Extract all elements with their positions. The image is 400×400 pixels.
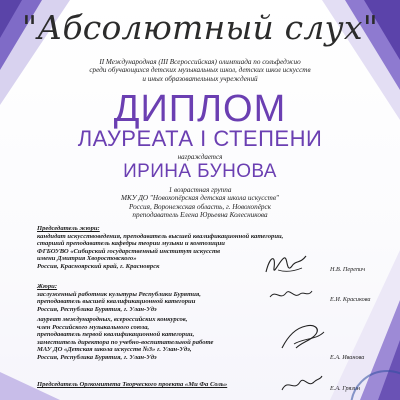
- awardee-info: [90, 186, 310, 220]
- member-2-signature: [276, 318, 328, 354]
- chair-signature-name: Н.В. Перепич: [330, 266, 366, 273]
- jury-member-2-line: лауреат международных, всероссийских конкурсов,: [37, 316, 188, 323]
- laureate-degree: ЛАУРЕАТА I СТЕПЕНИ: [77, 126, 323, 151]
- jury-member-2-line: член Российского музыкального союза,: [37, 323, 150, 331]
- subtitle-line: и иных образовательных учреждений: [142, 74, 258, 83]
- info-line: МКУ ДО "Новохопёрская детская школа искусств": [121, 194, 279, 203]
- jury-member-2-line: заместитель директора по учебно-воспитательной работе: [37, 338, 214, 346]
- info-line: преподаватель Елена Юрьевна Колесникова: [132, 211, 268, 220]
- jury-chair-line: ФГБОУВО «Сибирский государственный институт искусств: [37, 247, 221, 255]
- info-line: 1 возрастная группа: [168, 186, 232, 194]
- olympiad-subtitle: [80, 58, 320, 83]
- subtitle-line: среди обучающихся детских музыкальных школ, детских школ искусств: [89, 66, 311, 75]
- awardee-name: ИРИНА БУНОВА: [123, 161, 277, 182]
- jury-member-1-line: заслуженный работник культуры Республики Бурятия,: [37, 290, 201, 298]
- chair-signature: [262, 250, 310, 280]
- member-1-signature-name: Е.И. Красикова: [330, 296, 371, 303]
- awarded-text: награждается: [177, 153, 223, 161]
- diploma-heading: ДИПЛОМ: [113, 88, 287, 130]
- organizer-signature: [278, 372, 324, 396]
- jury-chair-line: Россия, Красноярский край, г. Красноярск: [37, 262, 160, 270]
- certificate-title: "Абсолютный слух": [21, 8, 379, 47]
- organizer-heading: Председатель Оргкомитета Творческого проекта «Ми Фа Соль»: [37, 381, 228, 388]
- subtitle-line: II Международная (III Всероссийская) олимпиада по сольфеджио: [99, 58, 301, 66]
- jury-chair-line: старший преподаватель кафедры теории музыки и композиции: [37, 240, 225, 248]
- jury-chair-line: имени Дмитрия Хворостовского»: [37, 255, 137, 263]
- organizer-signature-name: Е.А. Грязин: [330, 385, 361, 392]
- organizer-footer: [37, 381, 227, 388]
- jury-member-1-line: преподаватель высшей квалификационной категории: [37, 298, 196, 306]
- member-2-signature-name: Е.А. Иванова: [330, 354, 365, 361]
- jury-member-1-line: Россия, Республика Бурятия, г. Улан-Удэ: [37, 305, 157, 313]
- info-line: Россия, Воронежская область, г. Новохопёрск: [128, 202, 272, 211]
- member-1-signature: [268, 285, 314, 303]
- jury-members-heading: Жюри:: [37, 283, 58, 290]
- jury-member-2-line: МАУ ДО «Детская школа искусств №3» г. Улан-Удэ,: [37, 346, 192, 354]
- jury-member-2-line: Россия, Республика Бурятия, г. Улан-Удэ: [37, 353, 157, 361]
- jury-member-2-line: преподаватель первой квалификационной категории,: [37, 331, 195, 339]
- jury-chair-heading: Председатель жюри:: [37, 225, 100, 232]
- jury-chair-line: кандидат искусствоведения, преподаватель высшей квалификационной категории,: [37, 232, 284, 240]
- official-stamp: [350, 370, 400, 400]
